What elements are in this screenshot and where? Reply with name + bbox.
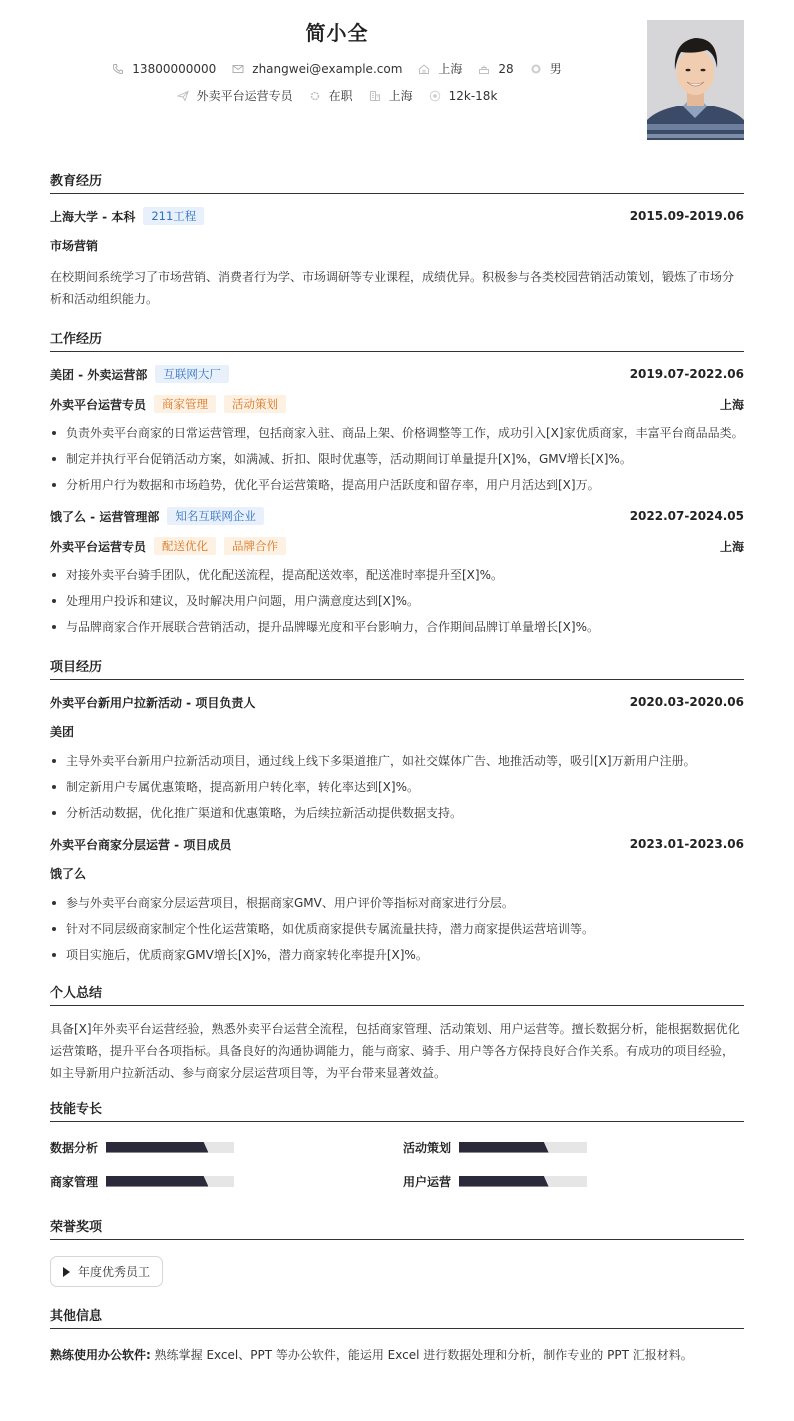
list-item: 处理用户投诉和建议，及时解决用户问题，用户满意度达到[X]%。	[50, 592, 744, 610]
work-location: 上海	[719, 397, 744, 412]
school-name: 上海大学 - 本科	[50, 209, 136, 224]
section-title-summary: 个人总结	[50, 982, 744, 1006]
other-item-label: 熟练使用办公软件:	[50, 1348, 151, 1362]
contact-age: 28	[478, 62, 513, 76]
list-item: 参与外卖平台商家分层运营项目，根据商家GMV、用户评价等指标对商家进行分层。	[50, 894, 744, 912]
intent-position: 外卖平台运营专员	[177, 87, 293, 104]
candidate-name: 简小全	[305, 21, 369, 45]
intent-status: 在职	[309, 87, 353, 104]
project-bullets	[50, 752, 744, 822]
section-title-skills: 技能专长	[50, 1098, 744, 1122]
major: 市场营销	[50, 239, 99, 253]
list-item: 制定新用户专属优惠策略，提高新用户转化率，转化率达到[X]%。	[50, 778, 744, 796]
list-item: 项目实施后，优质商家GMV增长[X]%，潜力商家转化率提升[X]%。	[50, 946, 744, 964]
company-tag: 知名互联网企业	[167, 507, 264, 525]
skill-item: 数据分析	[50, 1140, 403, 1154]
salary-icon	[429, 90, 441, 102]
other-item	[50, 1345, 744, 1365]
project-name: 外卖平台新用户拉新活动 - 项目负责人	[50, 695, 256, 710]
education-description: 在校期间系统学习了市场营销、消费者行为学、市场调研等专业课程，成绩优异。积极参与各类校园营销活动策划，锻炼了市场分析和活动组织能力。	[50, 270, 735, 306]
work-bullets	[50, 424, 744, 494]
award-toggle[interactable]	[50, 1256, 163, 1287]
list-item: 制定并执行平台促销活动方案，如满减、折扣、限时优惠等，活动期间订单量提升[X]%，GMV增长[X]%。	[50, 450, 744, 468]
work-section	[50, 328, 744, 636]
work-bullets	[50, 566, 744, 636]
skills-section	[50, 1098, 744, 1188]
contact-phone: 13800000000	[112, 62, 216, 76]
role-tag: 品牌合作	[224, 537, 286, 555]
other-section	[50, 1305, 744, 1365]
role-tag: 活动策划	[224, 395, 286, 413]
work-entry	[50, 364, 744, 494]
phone-icon	[112, 63, 124, 75]
home-icon	[418, 63, 430, 75]
profile-photo	[647, 20, 744, 140]
education-section	[50, 170, 744, 310]
list-item: 针对不同层级商家制定个性化运营策略，如优质商家提供专属流量扶持，潜力商家提供运营培训等。	[50, 920, 744, 938]
project-org: 美团	[50, 725, 75, 739]
skill-fill	[459, 1142, 549, 1153]
list-item: 主导外卖平台新用户拉新活动项目，通过线上线下多渠道推广，如社交媒体广告、地推活动等，吸引[X]万新用户注册。	[50, 752, 744, 770]
skill-item: 活动策划	[403, 1140, 744, 1154]
summary-text: 具备[X]年外卖平台运营经验，熟悉外卖平台运营全流程，包括商家管理、活动策划、用户运营等。擅长数据分析，能根据数据优化运营策略，提升平台各项指标。具备良好的沟通协调能力，能与商家、骑手、用户等各方保持良好合作关系。有成功的项目经验，如主导新用户拉新活动、参与商家分层运营项目等，为平台带来显著效益。	[50, 1022, 740, 1080]
skill-bar	[459, 1142, 587, 1153]
project-entry	[50, 834, 744, 964]
skill-fill	[106, 1176, 208, 1187]
skill-bar	[459, 1176, 587, 1187]
send-icon	[177, 90, 189, 102]
list-item: 与品牌商家合作开展联合营销活动，提升品牌曝光度和平台影响力，合作期间品牌订单量增长[X]%。	[50, 618, 744, 636]
resume-header	[50, 0, 744, 160]
project-entry	[50, 692, 744, 822]
skill-item: 用户运营	[403, 1174, 744, 1188]
list-item: 对接外卖平台骑手团队，优化配送流程，提高配送效率，配送准时率提升至[X]%。	[50, 566, 744, 584]
job-intent-row	[50, 87, 624, 104]
contact-row	[50, 60, 624, 77]
work-date: 2022.07-2024.05	[629, 509, 744, 523]
summary-section	[50, 982, 744, 1084]
education-date: 2015.09-2019.06	[629, 209, 744, 223]
project-name: 外卖平台商家分层运营 - 项目成员	[50, 837, 232, 852]
list-item: 分析用户行为数据和市场趋势，优化平台运营策略，提高用户活跃度和留存率，用户月活达到[X]万。	[50, 476, 744, 494]
award-label: 年度优秀员工	[78, 1265, 151, 1279]
contact-email[interactable]: zhangwei@example.com	[232, 62, 402, 76]
avatar-portrait	[647, 20, 744, 140]
skills-grid	[50, 1140, 744, 1188]
role-tag: 配送优化	[154, 537, 216, 555]
list-item: 负责外卖平台商家的日常运营管理，包括商家入驻、商品上架、价格调整等工作，成功引入[X]家优质商家，丰富平台商品品类。	[50, 424, 744, 442]
awards-section	[50, 1216, 744, 1287]
section-title-education: 教育经历	[50, 170, 744, 194]
job-role: 外卖平台运营专员	[50, 397, 147, 412]
contact-gender: 男	[530, 60, 562, 77]
company-name: 饿了么 - 运营管理部	[50, 509, 160, 524]
skill-item: 商家管理	[50, 1174, 403, 1188]
contact-city: 上海	[418, 60, 462, 77]
section-title-other: 其他信息	[50, 1305, 744, 1329]
section-title-awards: 荣誉奖项	[50, 1216, 744, 1240]
mail-icon	[232, 63, 244, 75]
other-item-text: 熟练掌握 Excel、PPT 等办公软件，能运用 Excel 进行数据处理和分析，制作专业的 PPT 汇报材料。	[154, 1348, 693, 1362]
job-role: 外卖平台运营专员	[50, 539, 147, 554]
company-name: 美团 - 外卖运营部	[50, 367, 148, 382]
projects-section	[50, 656, 744, 964]
work-date: 2019.07-2022.06	[629, 367, 744, 381]
age-icon	[478, 63, 490, 75]
skill-bar	[106, 1142, 234, 1153]
skill-fill	[459, 1176, 549, 1187]
education-entry-header	[50, 206, 744, 226]
intent-city: 上海	[369, 87, 413, 104]
skill-bar	[106, 1176, 234, 1187]
company-tag: 互联网大厂	[155, 365, 229, 383]
project-date: 2023.01-2023.06	[629, 837, 744, 851]
intent-salary: 12k-18k	[429, 89, 498, 103]
building-icon	[369, 90, 381, 102]
gender-icon	[530, 63, 542, 75]
project-bullets	[50, 894, 744, 964]
school-tag: 211工程	[143, 207, 204, 225]
project-org: 饿了么	[50, 867, 87, 881]
section-title-work: 工作经历	[50, 328, 744, 352]
work-location: 上海	[719, 539, 744, 554]
project-date: 2020.03-2020.06	[629, 695, 744, 709]
work-entry	[50, 506, 744, 636]
skill-fill	[106, 1142, 208, 1153]
caret-right-icon	[63, 1267, 70, 1277]
status-icon	[309, 90, 321, 102]
list-item: 分析活动数据，优化推广渠道和优惠策略，为后续拉新活动提供数据支持。	[50, 804, 744, 822]
role-tag: 商家管理	[154, 395, 216, 413]
section-title-projects: 项目经历	[50, 656, 744, 680]
